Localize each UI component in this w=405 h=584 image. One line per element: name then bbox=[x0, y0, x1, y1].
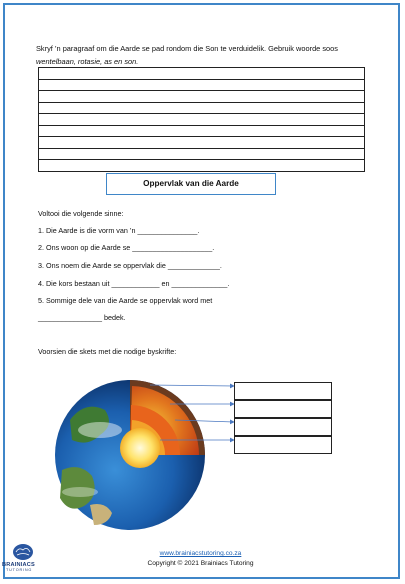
instruction-italic-words: wentelbaan, rotasie, as en son. bbox=[36, 57, 139, 66]
sentence-item: 5. Sommige dele van die Aarde se oppervlak word met bbox=[38, 296, 213, 305]
label-box[interactable] bbox=[234, 382, 332, 400]
sentence-item: 4. Die kors bestaan uit ____________ en ______________. bbox=[38, 279, 230, 288]
label-box[interactable] bbox=[234, 400, 332, 418]
pointer-line bbox=[150, 385, 234, 386]
label-box[interactable] bbox=[234, 418, 332, 436]
completion-heading: Voltooi die volgende sinne: bbox=[38, 209, 124, 218]
sentence-item: 1. Die Aarde is die vorm van ’n _______________. bbox=[38, 226, 200, 235]
diagram-prompt: Voorsien die skets met die nodige byskrifte: bbox=[38, 347, 177, 356]
copyright-text: Copyright © 2021 Brainiacs Tutoring bbox=[147, 560, 254, 567]
label-box[interactable] bbox=[234, 436, 332, 454]
logo-subtitle: TUTORING bbox=[6, 568, 33, 572]
logo-name: BRAINIACS bbox=[2, 562, 35, 568]
section-title: Oppervlak van die Aarde bbox=[106, 173, 276, 195]
sentence-item: 2. Ons woon op die Aarde se ____________________. bbox=[38, 243, 215, 252]
website-link[interactable]: www.brainiacstutoring.co.za bbox=[159, 550, 242, 557]
sentence-item: 3. Ons noem die Aarde se oppervlak die _____________. bbox=[38, 261, 222, 270]
earth-layers-cutaway bbox=[120, 380, 205, 530]
instruction-text: Skryf ’n paragraaf om die Aarde se pad rondom die Son te verduidelik. Gebruik woorde soos bbox=[36, 44, 338, 53]
sentence-item: ________________ bedek. bbox=[38, 313, 126, 322]
